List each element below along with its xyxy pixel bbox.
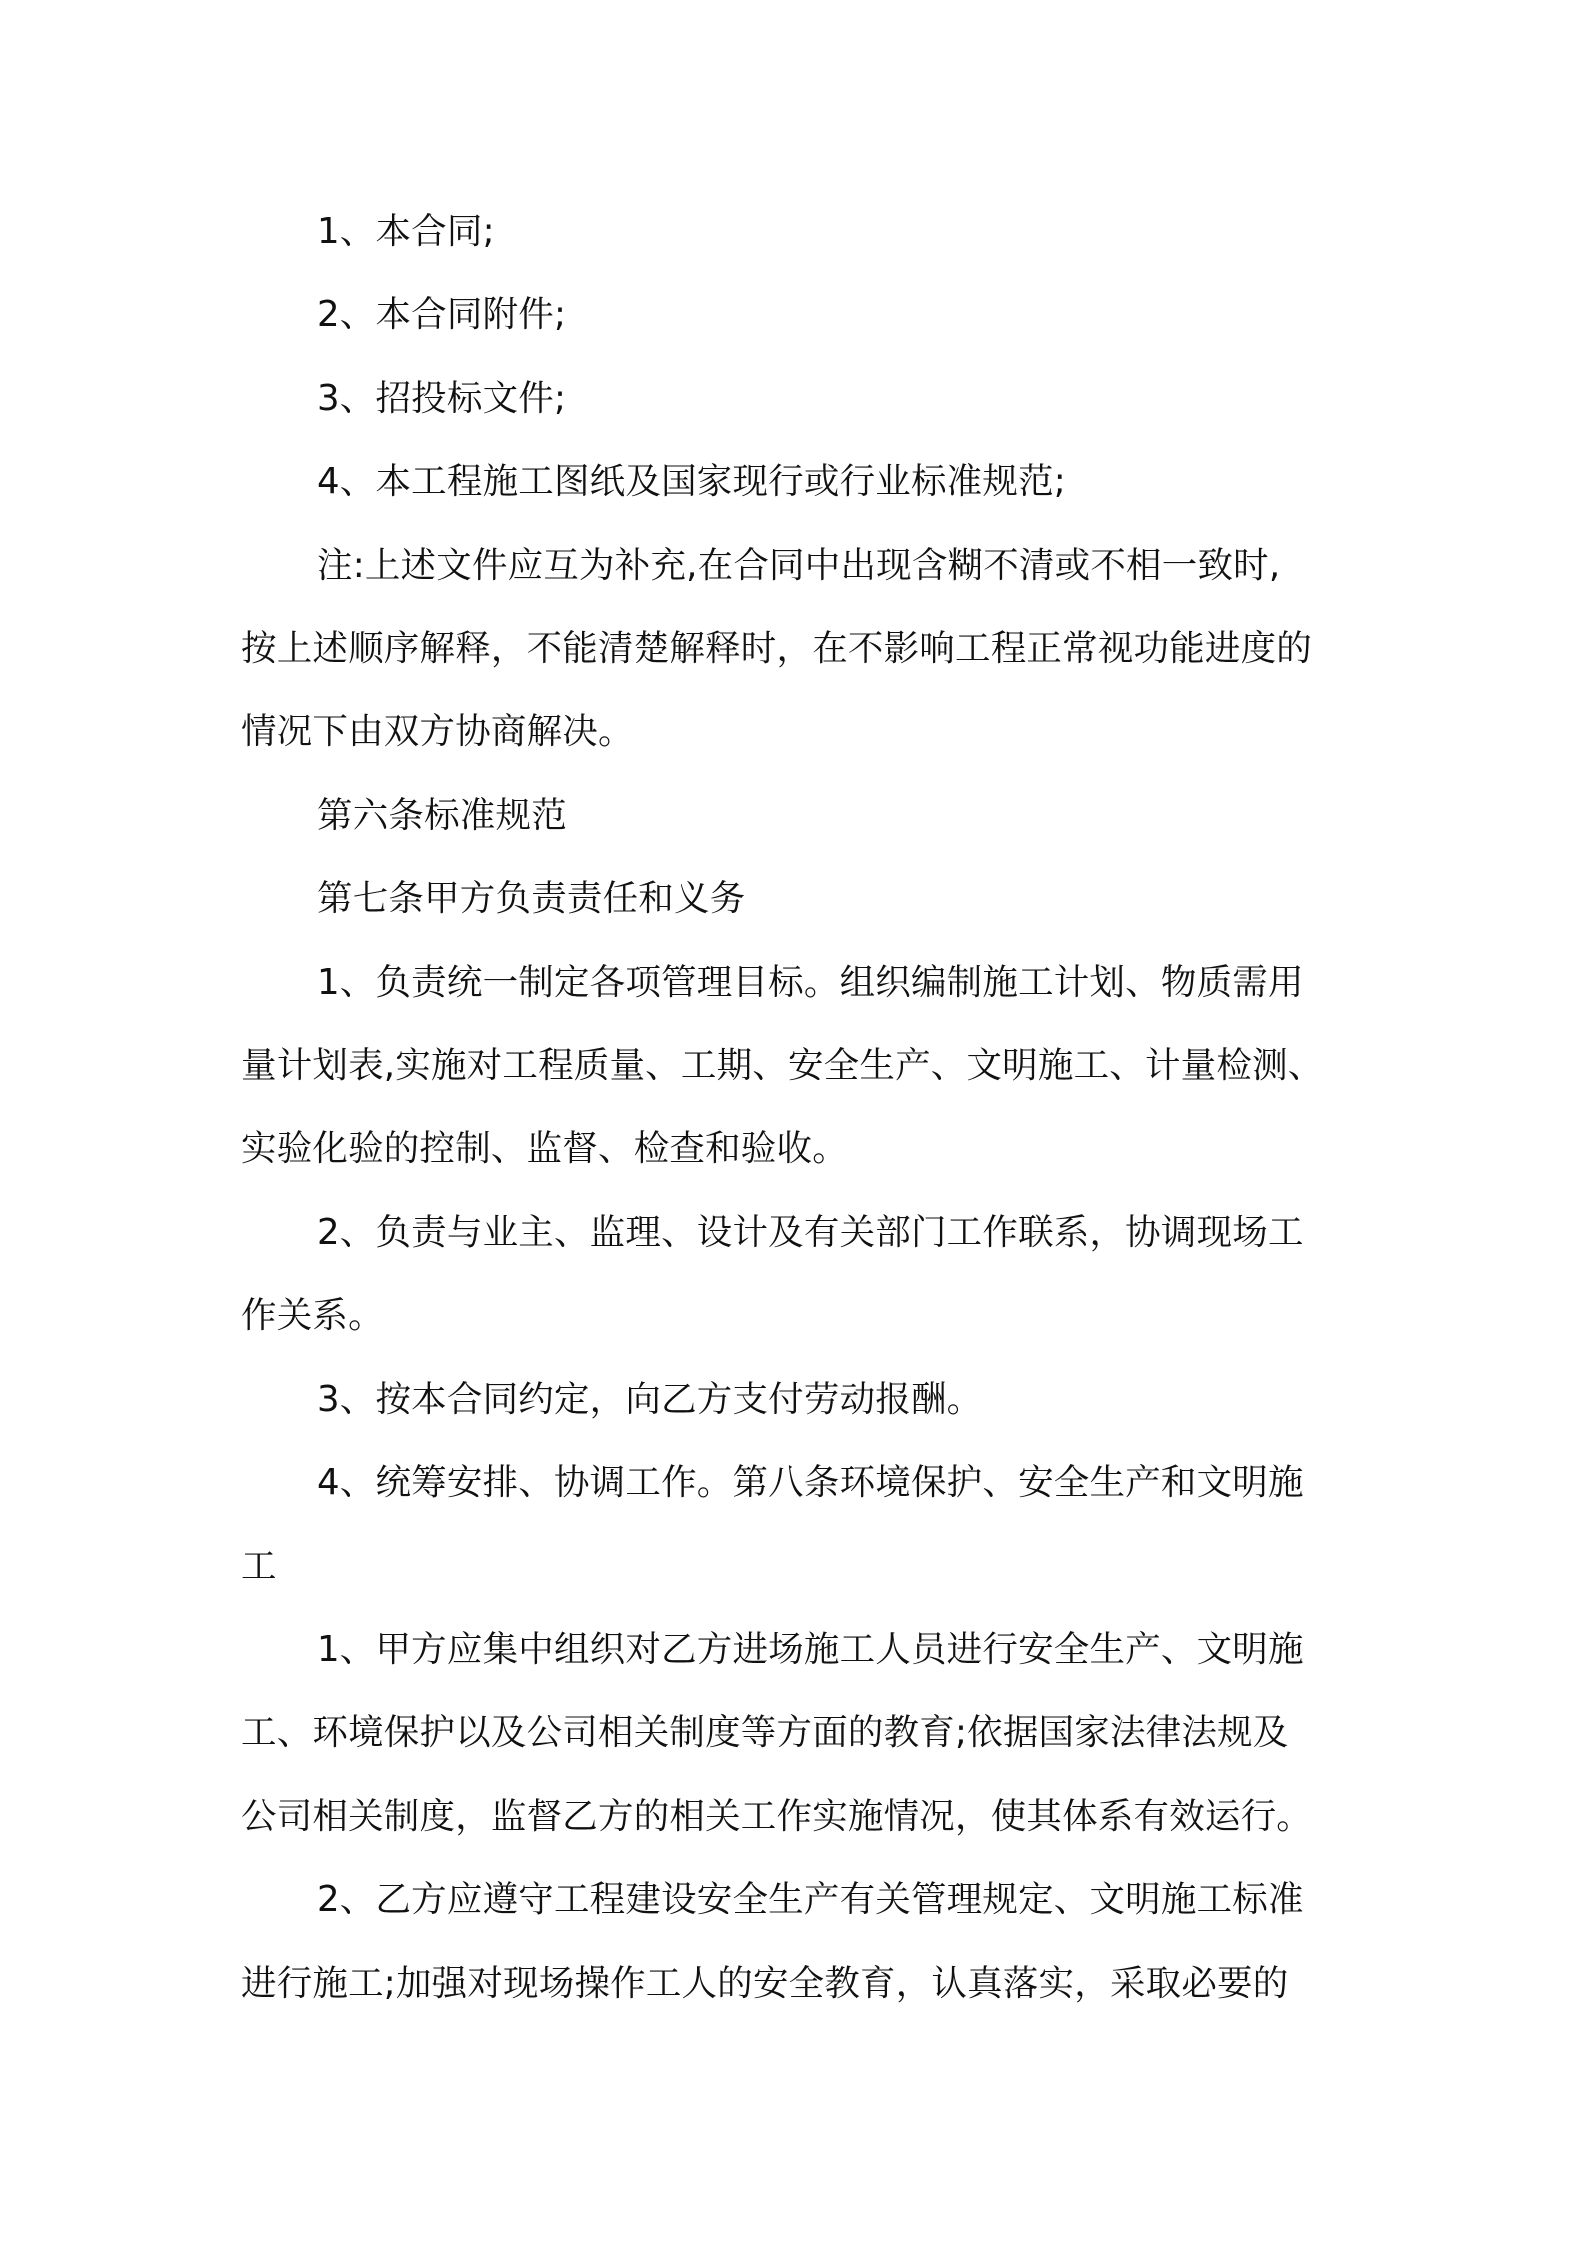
paragraph-party-a-duty-2 [241, 1191, 1353, 1358]
paragraph-line: 2、乙方应遵守工程建设安全生产有关管理规定、文明施工标准 [317, 1879, 1304, 1921]
heading-article-6 [241, 774, 1353, 857]
paragraph-note [241, 524, 1353, 774]
paragraph-contract-item-3 [241, 357, 1353, 440]
paragraph-contract-item-1 [241, 190, 1353, 273]
paragraph-contract-item-2 [241, 273, 1353, 356]
paragraph-line: 公司相关制度，监督乙方的相关工作实施情况，使其体系有效运行。 [241, 1795, 1313, 1837]
paragraph-line: 量计划表,实施对工程质量、工期、安全生产、文明施工、计量检测、 [241, 1045, 1324, 1087]
paragraph-line: 工、环境保护以及公司相关制度等方面的教育;依据国家法律法规及 [241, 1712, 1289, 1754]
document-body [241, 190, 1353, 2025]
paragraph-line: 第六条标准规范 [317, 794, 567, 836]
paragraph-party-a-duty-1 [241, 941, 1353, 1191]
paragraph-line: 2、负责与业主、监理、设计及有关部门工作联系，协调现场工 [317, 1211, 1304, 1253]
paragraph-line: 3、招投标文件; [317, 377, 567, 419]
paragraph-line: 3、按本合同约定，向乙方支付劳动报酬。 [317, 1378, 983, 1420]
paragraph-line: 注:上述文件应互为补充,在合同中出现含糊不清或不相一致时, [317, 544, 1281, 586]
paragraph-line: 2、本合同附件; [317, 294, 567, 336]
paragraph-line: 1、甲方应集中组织对乙方进场施工人员进行安全生产、文明施 [317, 1628, 1304, 1670]
paragraph-line: 4、统筹安排、协调工作。第八条环境保护、安全生产和文明施 [317, 1462, 1304, 1504]
paragraph-line: 1、本合同; [317, 211, 495, 252]
paragraph-line: 1、负责统一制定各项管理目标。组织编制施工计划、物质需用 [317, 961, 1304, 1003]
paragraph-line: 第七条甲方负责责任和义务 [317, 878, 746, 920]
paragraph-line: 进行施工;加强对现场操作工人的安全教育，认真落实，采取必要的 [241, 1962, 1289, 2004]
paragraph-party-a-duty-3 [241, 1358, 1353, 1441]
paragraph-line: 实验化验的控制、监督、检查和验收。 [241, 1128, 848, 1170]
paragraph-line: 作关系。 [241, 1295, 384, 1337]
paragraph-line: 情况下由双方协商解决。 [241, 711, 634, 753]
paragraph-party-a-duty-4 [241, 1441, 1353, 1608]
heading-article-7 [241, 857, 1353, 940]
paragraph-line: 工 [241, 1545, 277, 1587]
paragraph-contract-item-4 [241, 440, 1353, 523]
paragraph-line: 4、本工程施工图纸及国家现行或行业标准规范; [317, 461, 1066, 503]
paragraph-environment-2 [241, 1858, 1353, 2025]
paragraph-environment-1 [241, 1608, 1353, 1858]
paragraph-line: 按上述顺序解释，不能清楚解释时，在不影响工程正常视功能进度的 [241, 628, 1313, 670]
